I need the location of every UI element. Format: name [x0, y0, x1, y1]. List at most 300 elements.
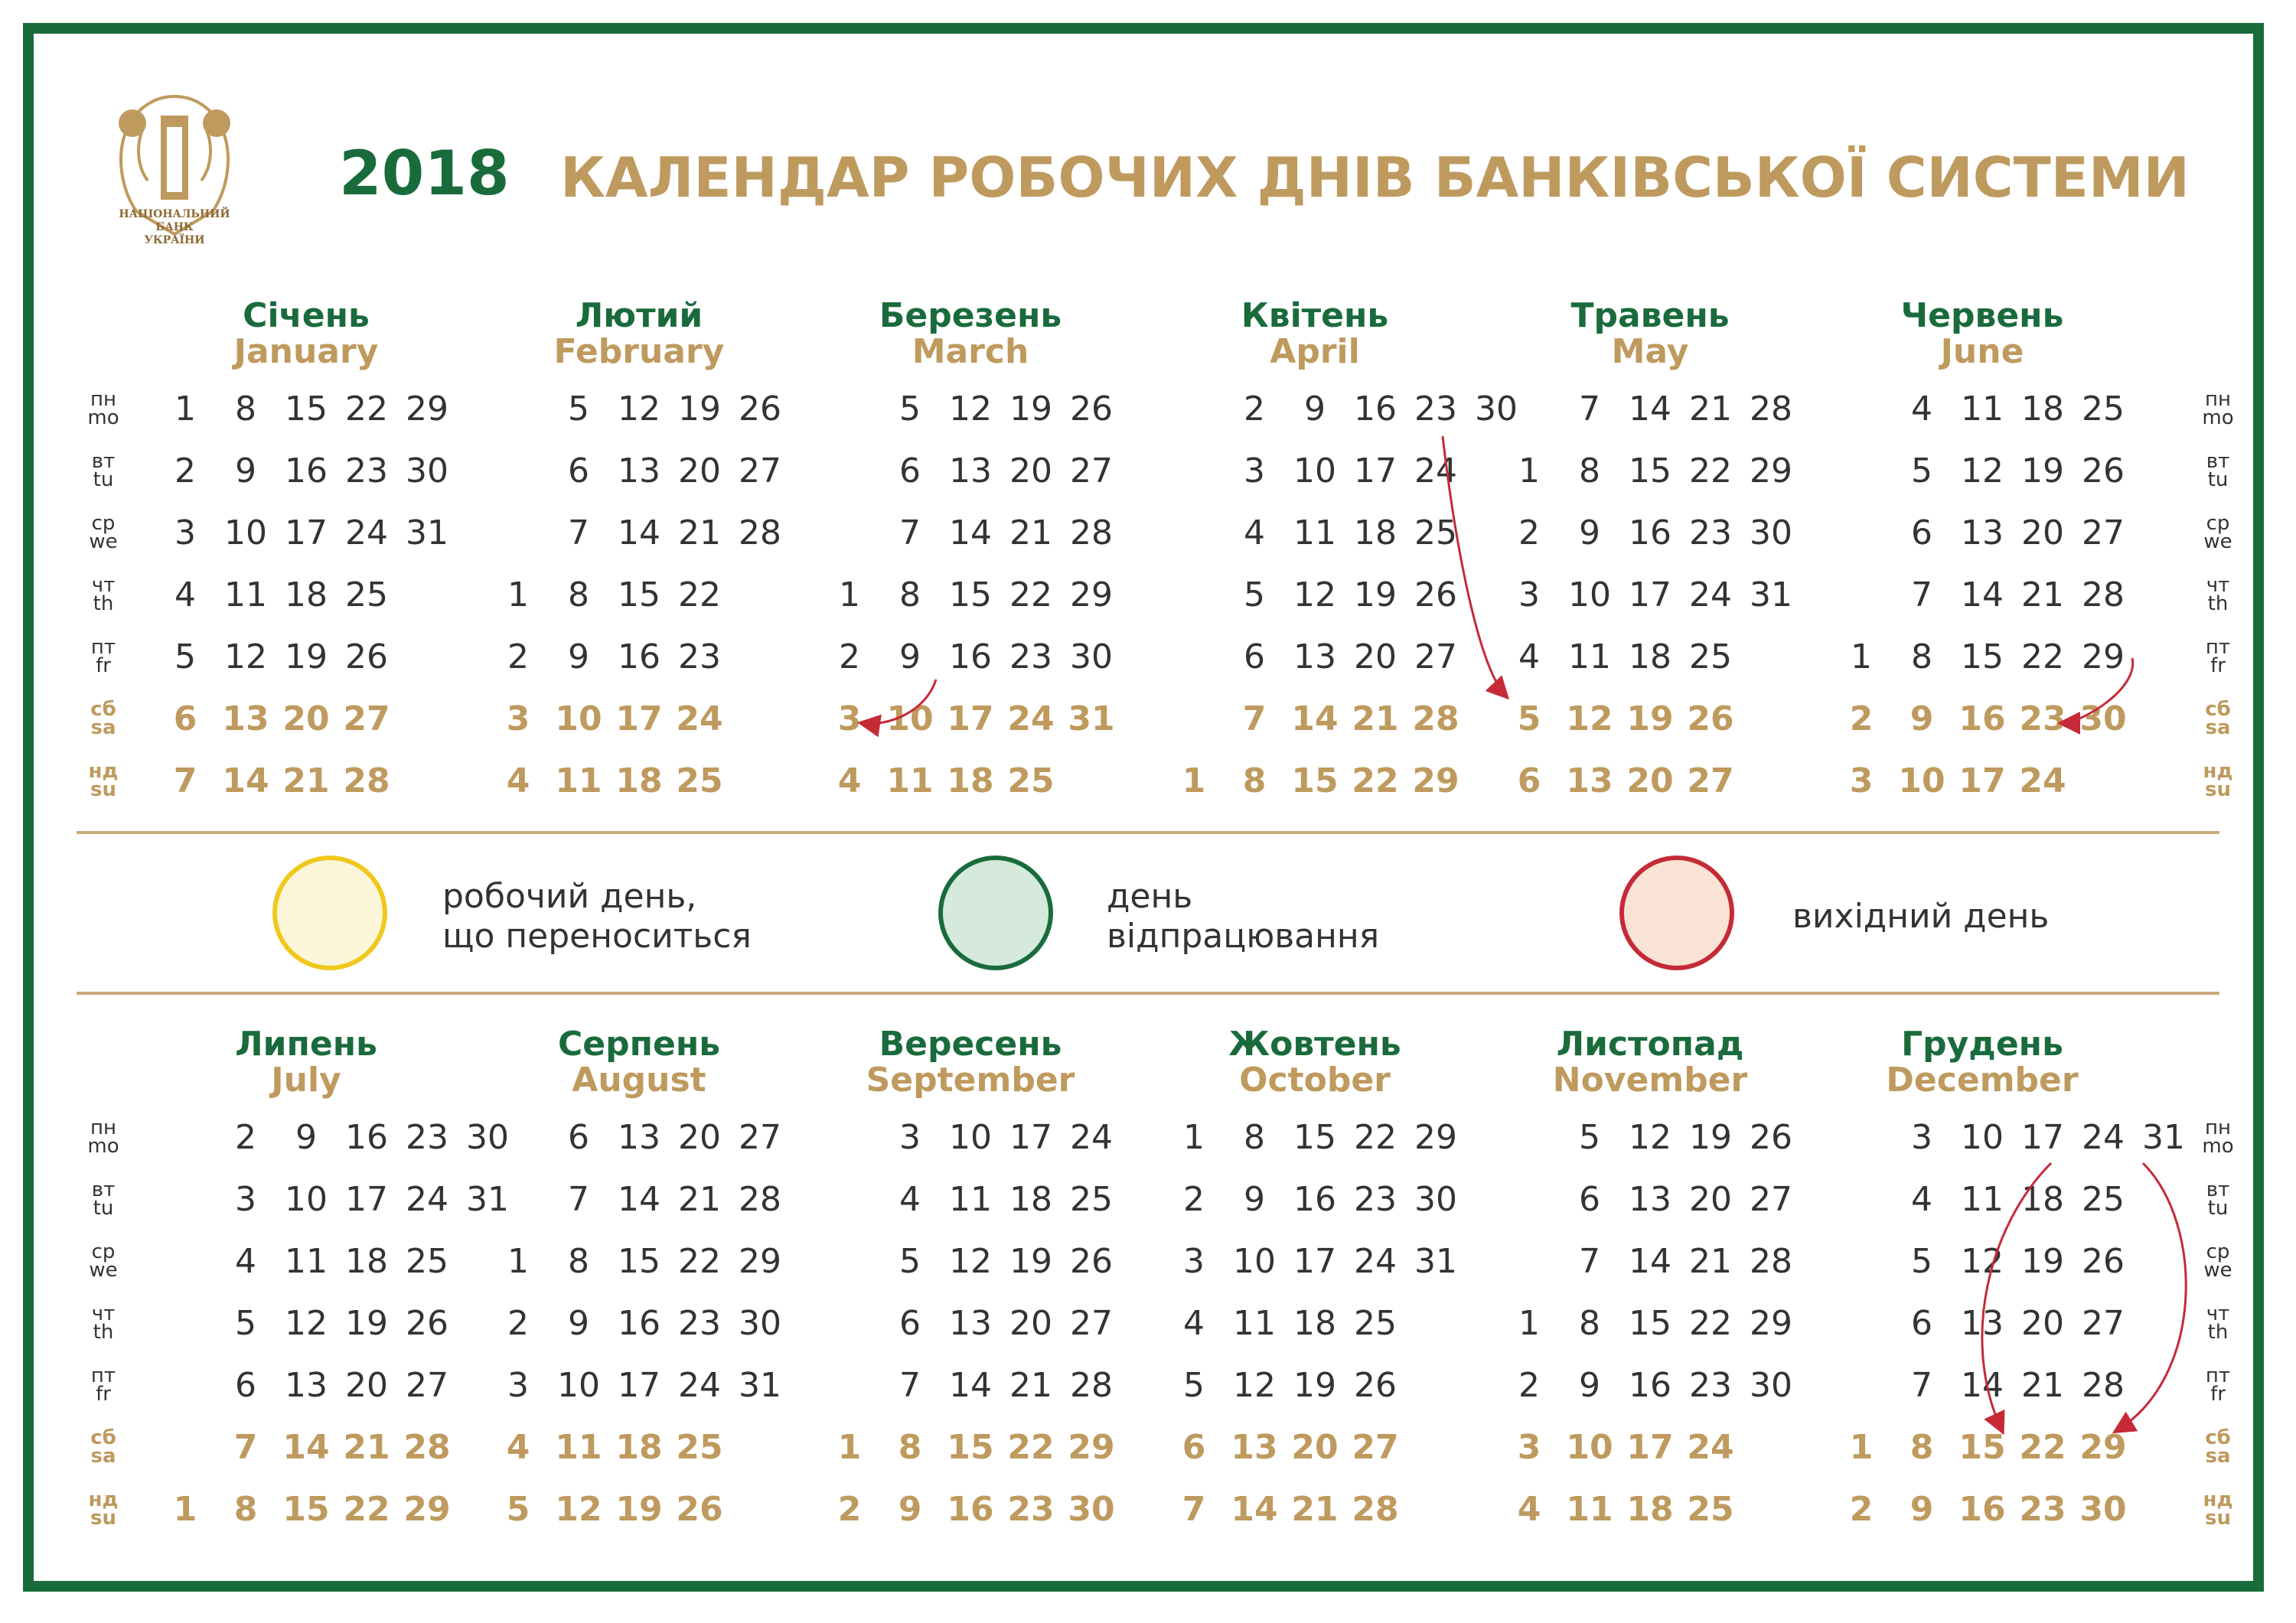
- day-cell: 8: [215, 390, 276, 429]
- day-cell: 15: [1629, 451, 1671, 490]
- day-cell: 17: [618, 1366, 660, 1405]
- day-cell: 16: [1958, 699, 2006, 738]
- day-cell: 12: [555, 1490, 602, 1529]
- day-cell: 17: [1354, 451, 1397, 490]
- weekday-en: tu: [93, 1197, 114, 1220]
- day-cell: 8: [879, 576, 941, 614]
- day-cell: 8: [898, 1428, 922, 1467]
- weekday-en: mo: [2202, 1135, 2234, 1158]
- month-name-en: April: [1270, 332, 1360, 371]
- day-cell: 22: [678, 575, 721, 614]
- day-cell: 24: [1689, 575, 1732, 614]
- day-cell: 24: [1007, 699, 1055, 738]
- day-cell: 1: [155, 390, 216, 429]
- weekday-ua: чт: [91, 1302, 116, 1325]
- day-cell: 4: [174, 575, 196, 614]
- day-cell: 27: [1680, 762, 1741, 800]
- weekday-ua: ср: [91, 1240, 116, 1263]
- divider-top: [77, 831, 2219, 834]
- day-cell: 19: [345, 1304, 388, 1343]
- day-cell: 1: [507, 575, 529, 614]
- day-cell: 29: [1070, 575, 1113, 614]
- day-cell: 13: [1629, 1180, 1671, 1219]
- day-cell: 1: [1851, 637, 1872, 676]
- day-cell: 10: [886, 699, 934, 738]
- day-cell: 9: [1910, 1490, 1934, 1529]
- day-cell: 17: [1629, 575, 1671, 614]
- weekday-en: we: [89, 530, 118, 553]
- day-cell: 4: [235, 1242, 256, 1281]
- month-name-ua: Квітень: [1241, 296, 1389, 335]
- day-cell: 14: [1629, 389, 1671, 429]
- day-cell: 4: [1518, 637, 1540, 676]
- day-cell: 7: [1242, 699, 1267, 738]
- day-cell: 9: [879, 638, 941, 676]
- day-cell: 11: [285, 1242, 328, 1281]
- day-cell: 17: [285, 513, 328, 552]
- day-cell: 18: [285, 575, 328, 614]
- day-cell: 3: [507, 1366, 529, 1405]
- day-cell: 14: [1291, 699, 1339, 738]
- day-cell: 15: [1291, 761, 1339, 800]
- month-name-ua: Червень: [1900, 296, 2064, 335]
- day-cell: 16: [949, 637, 992, 676]
- day-cell: 14: [618, 513, 660, 552]
- weekday-ua: сб: [90, 1426, 116, 1449]
- weekday-ua: пт: [2205, 1364, 2231, 1387]
- weekday-en: mo: [2202, 406, 2234, 429]
- day-cell: 13: [949, 451, 992, 490]
- day-cell: 28: [1352, 1490, 1399, 1529]
- day-cell: 9: [1559, 514, 1620, 552]
- day-cell: 13: [1961, 513, 2004, 552]
- month-name-ua: Березень: [879, 296, 1062, 335]
- day-cell: 5: [899, 389, 921, 429]
- day-cell: 24: [2073, 1119, 2134, 1157]
- day-cell: 21: [2021, 1366, 2064, 1405]
- day-cell: 16: [285, 451, 328, 490]
- weekday-ua: нд: [88, 760, 119, 783]
- day-cell: 6: [1244, 637, 1265, 676]
- day-cell: 31: [466, 1180, 509, 1219]
- weekday-en: sa: [2205, 1445, 2231, 1468]
- weekday-ua: сб: [90, 698, 116, 721]
- weekday-en: we: [89, 1259, 118, 1282]
- day-cell: 5: [506, 1490, 530, 1529]
- day-cell: 26: [345, 637, 388, 676]
- day-cell: 8: [568, 1242, 589, 1281]
- day-cell: 25: [2082, 389, 2125, 429]
- day-cell: 18: [1293, 1304, 1336, 1343]
- day-cell: 10: [555, 699, 602, 738]
- day-cell: 10: [1961, 1118, 2004, 1157]
- day-cell: 10: [1233, 1242, 1276, 1281]
- day-cell: 15: [1961, 637, 2004, 676]
- day-cell: 19: [2021, 451, 2064, 490]
- day-cell: 11: [1568, 637, 1611, 676]
- day-cell: 26: [1070, 389, 1113, 429]
- weekday-ua: пт: [90, 1364, 116, 1387]
- day-cell: 13: [1231, 1428, 1278, 1467]
- day-cell: 27: [1352, 1428, 1399, 1467]
- day-cell: 8: [233, 1490, 258, 1529]
- day-cell: 3: [1517, 1428, 1541, 1467]
- day-cell: 13: [285, 1366, 328, 1405]
- day-cell: 14: [1629, 1242, 1671, 1281]
- day-cell: 12: [1961, 451, 2004, 490]
- day-cell: 28: [1070, 513, 1113, 552]
- day-cell: 15: [949, 575, 992, 614]
- day-cell: 2: [1183, 1180, 1205, 1219]
- day-cell: 3: [1183, 1242, 1205, 1281]
- legend-moved-circle: [272, 855, 387, 970]
- day-cell: 4: [1911, 1180, 1932, 1219]
- day-cell: 9: [898, 1490, 922, 1529]
- weekday-en: th: [93, 592, 114, 615]
- weekday-ua: вт: [91, 450, 116, 473]
- day-cell: 13: [1566, 761, 1613, 800]
- day-cell: 29: [739, 1242, 781, 1281]
- day-cell: 5: [1183, 1366, 1205, 1405]
- month-name-en: February: [553, 332, 725, 371]
- day-cell: 19: [1009, 1242, 1052, 1281]
- day-cell: 25: [406, 1242, 448, 1281]
- day-cell: 29: [1068, 1428, 1115, 1467]
- day-cell: 31: [1750, 575, 1792, 614]
- weekday-en: we: [2203, 530, 2232, 553]
- day-cell: 13: [1961, 1304, 2004, 1343]
- logo-text: НАЦІОНАЛЬНИЙ БАНК УКРАЇНИ: [119, 208, 230, 246]
- day-cell: 18: [1629, 637, 1671, 676]
- month-name-en: October: [1239, 1061, 1391, 1100]
- day-cell: 27: [343, 699, 390, 738]
- day-cell: 10: [285, 1180, 328, 1219]
- day-cell: 28: [739, 513, 781, 552]
- day-cell: 25: [1414, 513, 1457, 552]
- month-name-ua: Жовтень: [1228, 1025, 1401, 1064]
- weekday-ua: вт: [2206, 450, 2230, 473]
- day-cell: 25: [2073, 1181, 2134, 1219]
- day-cell: 23: [1689, 1366, 1732, 1405]
- day-cell: 27: [1070, 1304, 1113, 1343]
- day-cell: 20: [678, 451, 721, 490]
- day-cell: 26: [1354, 1366, 1397, 1405]
- day-cell: 28: [1070, 1366, 1113, 1405]
- day-cell: 6: [1517, 761, 1541, 800]
- day-cell: 12: [949, 389, 992, 429]
- day-cell: 2: [1849, 1490, 1874, 1529]
- day-cell: 3: [819, 700, 880, 738]
- day-cell: 4: [506, 761, 530, 800]
- day-cell: 19: [285, 637, 328, 676]
- weekday-en: tu: [2207, 1197, 2229, 1220]
- day-cell: 6: [235, 1366, 256, 1405]
- day-cell: 30: [1068, 1490, 1115, 1529]
- day-cell: 26: [1070, 1242, 1113, 1281]
- day-cell: 5: [1244, 575, 1265, 614]
- day-cell: 21: [1689, 1242, 1732, 1281]
- day-cell: 12: [949, 1242, 992, 1281]
- day-cell: 3: [174, 513, 196, 552]
- day-cell: 20: [1291, 1428, 1339, 1467]
- day-cell: 23: [1689, 513, 1732, 552]
- day-cell: 20: [1626, 761, 1674, 800]
- weekday-ua: пт: [90, 636, 116, 659]
- day-cell: 6: [568, 451, 589, 490]
- day-cell: 25: [1689, 637, 1732, 676]
- month-name-ua: Серпень: [557, 1025, 721, 1064]
- weekday-ua: пн: [90, 388, 116, 411]
- day-cell: 8: [1224, 762, 1285, 800]
- day-cell: 23: [1414, 389, 1457, 429]
- day-cell: 31: [2133, 1119, 2194, 1157]
- day-cell: 21: [1689, 389, 1732, 429]
- day-cell: 19: [1354, 575, 1397, 614]
- month-name-ua: Січень: [243, 296, 370, 335]
- day-cell: 18: [2021, 389, 2064, 429]
- day-cell: 6: [568, 1118, 589, 1157]
- day-cell: 22: [1689, 1304, 1732, 1343]
- day-cell: 4: [1183, 1304, 1205, 1343]
- day-cell: 10: [949, 1118, 992, 1157]
- day-cell: 8: [1910, 1428, 1934, 1467]
- weekday-ua: ср: [2206, 512, 2230, 535]
- day-cell: 28: [343, 761, 390, 800]
- day-cell: 6: [899, 451, 921, 490]
- day-cell: 28: [403, 1428, 451, 1467]
- day-cell: 24: [406, 1180, 448, 1219]
- day-cell: 22: [1354, 1118, 1397, 1157]
- legend-dayoff-label: вихідний день: [1792, 897, 2050, 936]
- weekday-ua: нд: [2203, 1488, 2233, 1511]
- day-cell: 18: [615, 1428, 663, 1467]
- weekday-en: fr: [2210, 654, 2226, 677]
- day-cell: 26: [1687, 699, 1734, 738]
- day-cell: 6: [1911, 1304, 1932, 1343]
- day-cell: 26: [739, 389, 781, 429]
- day-cell: 7: [568, 513, 589, 552]
- day-cell: 10: [224, 513, 267, 552]
- day-cell: 27: [2082, 1304, 2125, 1343]
- day-cell: 19: [615, 1490, 663, 1529]
- day-cell: 28: [1740, 390, 1802, 429]
- day-cell: 29: [1412, 761, 1459, 800]
- day-cell: 5: [1911, 1242, 1932, 1281]
- day-cell: 20: [345, 1366, 388, 1405]
- day-cell: 5: [568, 389, 589, 429]
- day-cell: 12: [1961, 1242, 2004, 1281]
- day-cell: 4: [506, 1428, 530, 1467]
- day-cell: 5: [1911, 451, 1932, 490]
- day-cell: 5: [174, 637, 196, 676]
- weekday-en: sa: [2205, 716, 2231, 739]
- day-cell: 14: [1961, 575, 2004, 614]
- day-cell: 31: [1068, 699, 1115, 738]
- day-cell: 6: [899, 1304, 921, 1343]
- day-cell: 17: [2021, 1118, 2064, 1157]
- day-cell: 14: [1224, 1491, 1285, 1529]
- day-cell: 7: [568, 1180, 589, 1219]
- day-cell: 2: [1244, 389, 1265, 429]
- weekday-ua: нд: [88, 1488, 119, 1511]
- day-cell: 11: [555, 1428, 602, 1467]
- day-cell: 9: [295, 1118, 317, 1157]
- day-cell: 3: [235, 1180, 256, 1219]
- day-cell: 15: [285, 389, 328, 429]
- day-cell: 8: [1579, 451, 1600, 490]
- month-name-ua: Травень: [1570, 296, 1730, 335]
- day-cell: 1: [1499, 452, 1560, 490]
- legend-moved-label: робочий день, що переноситься: [442, 877, 752, 956]
- day-cell: 2: [174, 451, 196, 490]
- day-cell: 28: [1750, 1242, 1792, 1281]
- day-cell: 4: [1244, 513, 1265, 552]
- day-cell: 22: [1007, 1428, 1055, 1467]
- day-cell: 1: [837, 1428, 862, 1467]
- legend-workoff-circle: [938, 855, 1053, 970]
- day-cell: 7: [1182, 1490, 1206, 1529]
- day-cell: 6: [1182, 1428, 1206, 1467]
- day-cell: 9: [1284, 390, 1345, 429]
- day-cell: 2: [837, 1490, 862, 1529]
- weekday-en: su: [2205, 1507, 2231, 1530]
- day-cell: 25: [1354, 1304, 1397, 1343]
- day-cell: 13: [1293, 637, 1336, 676]
- weekday-ua: нд: [2203, 760, 2233, 783]
- day-cell: 11: [224, 575, 267, 614]
- day-cell: 9: [568, 1304, 589, 1343]
- day-cell: 11: [555, 761, 602, 800]
- weekday-ua: ср: [91, 512, 116, 535]
- day-cell: 30: [1466, 390, 1527, 429]
- day-cell: 10: [1293, 451, 1336, 490]
- weekday-ua: ср: [2206, 1240, 2230, 1263]
- day-cell: 25: [676, 1428, 723, 1467]
- day-cell: 29: [2073, 638, 2134, 676]
- day-cell: 10: [1898, 761, 1945, 800]
- weekday-ua: пн: [90, 1116, 116, 1139]
- day-cell: 18: [615, 761, 663, 800]
- day-cell: 21: [1352, 699, 1399, 738]
- weekday-en: fr: [2210, 1383, 2226, 1406]
- page-border: [23, 23, 2264, 1592]
- day-cell: 21: [2021, 575, 2064, 614]
- day-cell: 26: [2082, 451, 2125, 490]
- day-cell: 2: [1518, 1366, 1540, 1405]
- day-cell: 10: [1568, 575, 1611, 614]
- day-cell: 29: [406, 389, 448, 429]
- weekday-en: fr: [96, 1383, 111, 1406]
- day-cell: 15: [618, 1242, 660, 1281]
- day-cell: 24: [1687, 1428, 1734, 1467]
- day-cell: 9: [235, 451, 256, 490]
- day-cell: 17: [947, 699, 994, 738]
- day-cell: 27: [406, 1366, 448, 1405]
- day-cell: 12: [224, 637, 267, 676]
- day-cell: 1: [1849, 1428, 1874, 1467]
- day-cell: 12: [1629, 1118, 1671, 1157]
- day-cell: 6: [1911, 513, 1932, 552]
- day-cell: 19: [2021, 1242, 2064, 1281]
- day-cell: 24: [669, 1367, 730, 1405]
- day-cell: 3: [506, 699, 530, 738]
- day-cell: 27: [1750, 1180, 1792, 1219]
- legend-workoff-label: день відпрацювання: [1107, 877, 1380, 956]
- day-cell: 8: [568, 575, 589, 614]
- day-cell: 21: [282, 761, 330, 800]
- day-cell: 16: [345, 1118, 388, 1157]
- day-cell: 9: [1910, 699, 1934, 738]
- day-cell: 26: [676, 1490, 723, 1529]
- day-cell: 3: [1518, 575, 1540, 614]
- day-cell: 19: [1293, 1366, 1336, 1405]
- day-cell: 5: [1499, 700, 1560, 738]
- day-cell: 12: [618, 389, 660, 429]
- day-cell: 16: [1629, 1366, 1671, 1405]
- day-cell: 22: [343, 1490, 390, 1529]
- day-cell: 11: [949, 1180, 992, 1219]
- day-cell: 18: [1354, 513, 1397, 552]
- day-cell: 1: [507, 1242, 529, 1281]
- day-cell: 28: [739, 1180, 781, 1219]
- day-cell: 19: [1009, 389, 1052, 429]
- day-cell: 31: [1414, 1242, 1457, 1281]
- weekday-ua: чт: [91, 574, 116, 597]
- weekday-en: mo: [87, 406, 119, 429]
- day-cell: 20: [1354, 637, 1397, 676]
- day-cell: 26: [2082, 1242, 2125, 1281]
- day-cell: 17: [1293, 1242, 1336, 1281]
- day-cell: 19: [1689, 1118, 1732, 1157]
- weekday-en: fr: [96, 654, 111, 677]
- day-cell: 4: [837, 761, 862, 800]
- day-cell: 7: [233, 1428, 258, 1467]
- day-cell: 24: [676, 699, 723, 738]
- page-title: КАЛЕНДАР РОБОЧИХ ДНІВ БАНКІВСЬКОЇ СИСТЕМИ: [560, 145, 2190, 210]
- day-cell: 23: [1354, 1180, 1397, 1219]
- day-cell: 21: [1009, 513, 1052, 552]
- weekday-en: sa: [90, 1445, 116, 1468]
- day-cell: 31: [739, 1366, 781, 1405]
- month-name-en: September: [866, 1061, 1075, 1100]
- day-cell: 31: [406, 513, 448, 552]
- weekday-en: tu: [2207, 468, 2229, 491]
- month-name-ua: Вересень: [879, 1025, 1062, 1064]
- day-cell: 23: [406, 1118, 448, 1157]
- day-cell: 11: [1233, 1304, 1276, 1343]
- day-cell: 13: [222, 699, 269, 738]
- day-cell: 30: [2079, 699, 2127, 738]
- month-name-en: January: [233, 332, 379, 371]
- weekday-ua: чт: [2206, 1302, 2230, 1325]
- day-cell: 26: [1414, 575, 1457, 614]
- day-cell: 25: [345, 575, 388, 614]
- day-cell: 2: [1518, 513, 1540, 552]
- day-cell: 28: [2082, 1366, 2125, 1405]
- day-cell: 3: [1849, 761, 1874, 800]
- day-cell: 23: [1007, 1490, 1055, 1529]
- day-cell: 30: [1070, 637, 1113, 676]
- weekday-ua: вт: [91, 1178, 116, 1201]
- day-cell: 17: [1009, 1118, 1052, 1157]
- day-cell: 15: [1629, 1304, 1671, 1343]
- day-cell: 9: [568, 637, 589, 676]
- day-cell: 7: [899, 1366, 921, 1405]
- day-cell: 28: [2073, 576, 2134, 614]
- day-cell: 2: [235, 1118, 256, 1157]
- day-cell: 17: [345, 1180, 388, 1219]
- day-cell: 9: [1579, 1366, 1600, 1405]
